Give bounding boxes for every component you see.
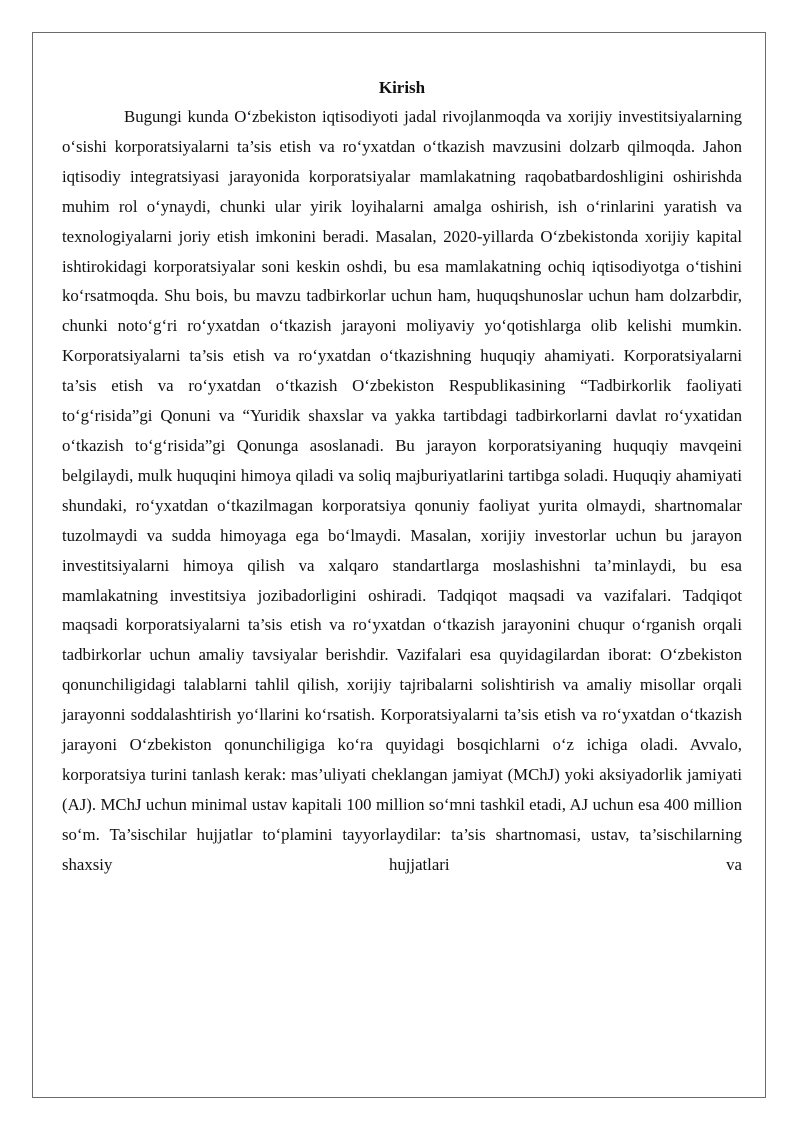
section-heading: Kirish: [378, 78, 426, 97]
body-paragraph: Bugungi kunda O‘zbekiston iqtisodiyoti jadal rivojlanmoqda va xorijiy investitsiyalarning o‘sishi korporatsiyalarni ta’sis etish va ro‘yxatdan o‘tkazish mavzusini dolzarb qilmoqda. Jahon iqtisodiy integratsiyasi jarayonida korporatsiyalar mamlakatning raqobatbardoshligini oshirishda muhim rol o‘ynaydi, chunki ular yirik loyihalarni amalga oshirish, ish o‘rinlarini yaratish va texnologiyalarni joriy etish imkonini beradi. Masalan, 2020-yillarda O‘zbekistonda xorijiy kapital ishtirokidagi korporatsiyalar soni keskin oshdi, bu esa mamlakatning ochiq iqtisodiyotga o‘tishini ko‘rsatmoqda. Shu bois, bu mavzu tadbirkorlar uchun ham, huquqshunoslar uchun ham dolzarbdir, chunki noto‘g‘ri ro‘yxatdan o‘tkazish jarayoni moliyaviy yo‘qotishlarga olib kelishi mumkin. Korporatsiyalarni ta’sis etish va ro‘yxatdan o‘tkazishning huquqiy ahamiyati. Korporatsiyalarni ta’sis etish va ro‘yxatdan o‘tkazish O‘zbekiston Respublikasining “Tadbirkorlik faoliyati to‘g‘risida”gi Qonuni va “Yuridik shaxslar va yakka tartibdagi tadbirkorlarni davlat ro‘yxatidan o‘tkazish to‘g‘risida”gi Qonunga asoslanadi. Bu jarayon korporatsiyaning huquqiy mavqeini belgilaydi, mulk huquqini himoya qiladi va soliq majburiyatlarini tartibga soladi. Huquqiy ahamiyati shundaki, ro‘yxatdan o‘tkazilmagan korporatsiya qonuniy faoliyat yurita olmaydi, shartnomalar tuzolmaydi va sudda himoyaga ega bo‘lmaydi. Masalan, xorijiy investorlar uchun bu jarayon investitsiyalarni himoya qilish va xalqaro standartlarga moslashishni ta’minlaydi, bu esa mamlakatning investitsiya jozibadorligini oshiradi. Tadqiqot maqsadi va vazifalari. Tadqiqot maqsadi korporatsiyalarni ta’sis etish va ro‘yxatdan o‘tkazish jarayonini chuqur o‘rganish orqali tadbirkorlar uchun amaliy tavsiyalar berishdir. Vazifalari esa quyidagilardan iborat: O‘zbekiston qonunchiligidagi talablarni tahlil qilish, xorijiy tajribalarni solishtirish va amaliy misollar orqali jarayonni soddalashtirish yo‘llarini ko‘rsatish. Korporatsiyalarni ta’sis etish va ro‘yxatdan o‘tkazish jarayoni O‘zbekiston qonunchiligiga ko‘ra quyidagi bosqichlarni o‘z ichiga oladi. Avvalo, korporatsiya turini tanlash kerak: mas’uliyati cheklangan jamiyat (MChJ) yoki aksiyadorlik jamiyati (AJ). MChJ uchun minimal ustav kapitali 100 million so‘mni tashkil etadi, AJ uchun esa 400 million so‘m. Ta’sischilar hujjatlar to‘plamini tayyorlaydilar: ta’sis shartnomasi, ustav, ta’sischilarning shaxsiy hujjatlari va: [62, 107, 742, 874]
document-body: [62, 74, 742, 880]
